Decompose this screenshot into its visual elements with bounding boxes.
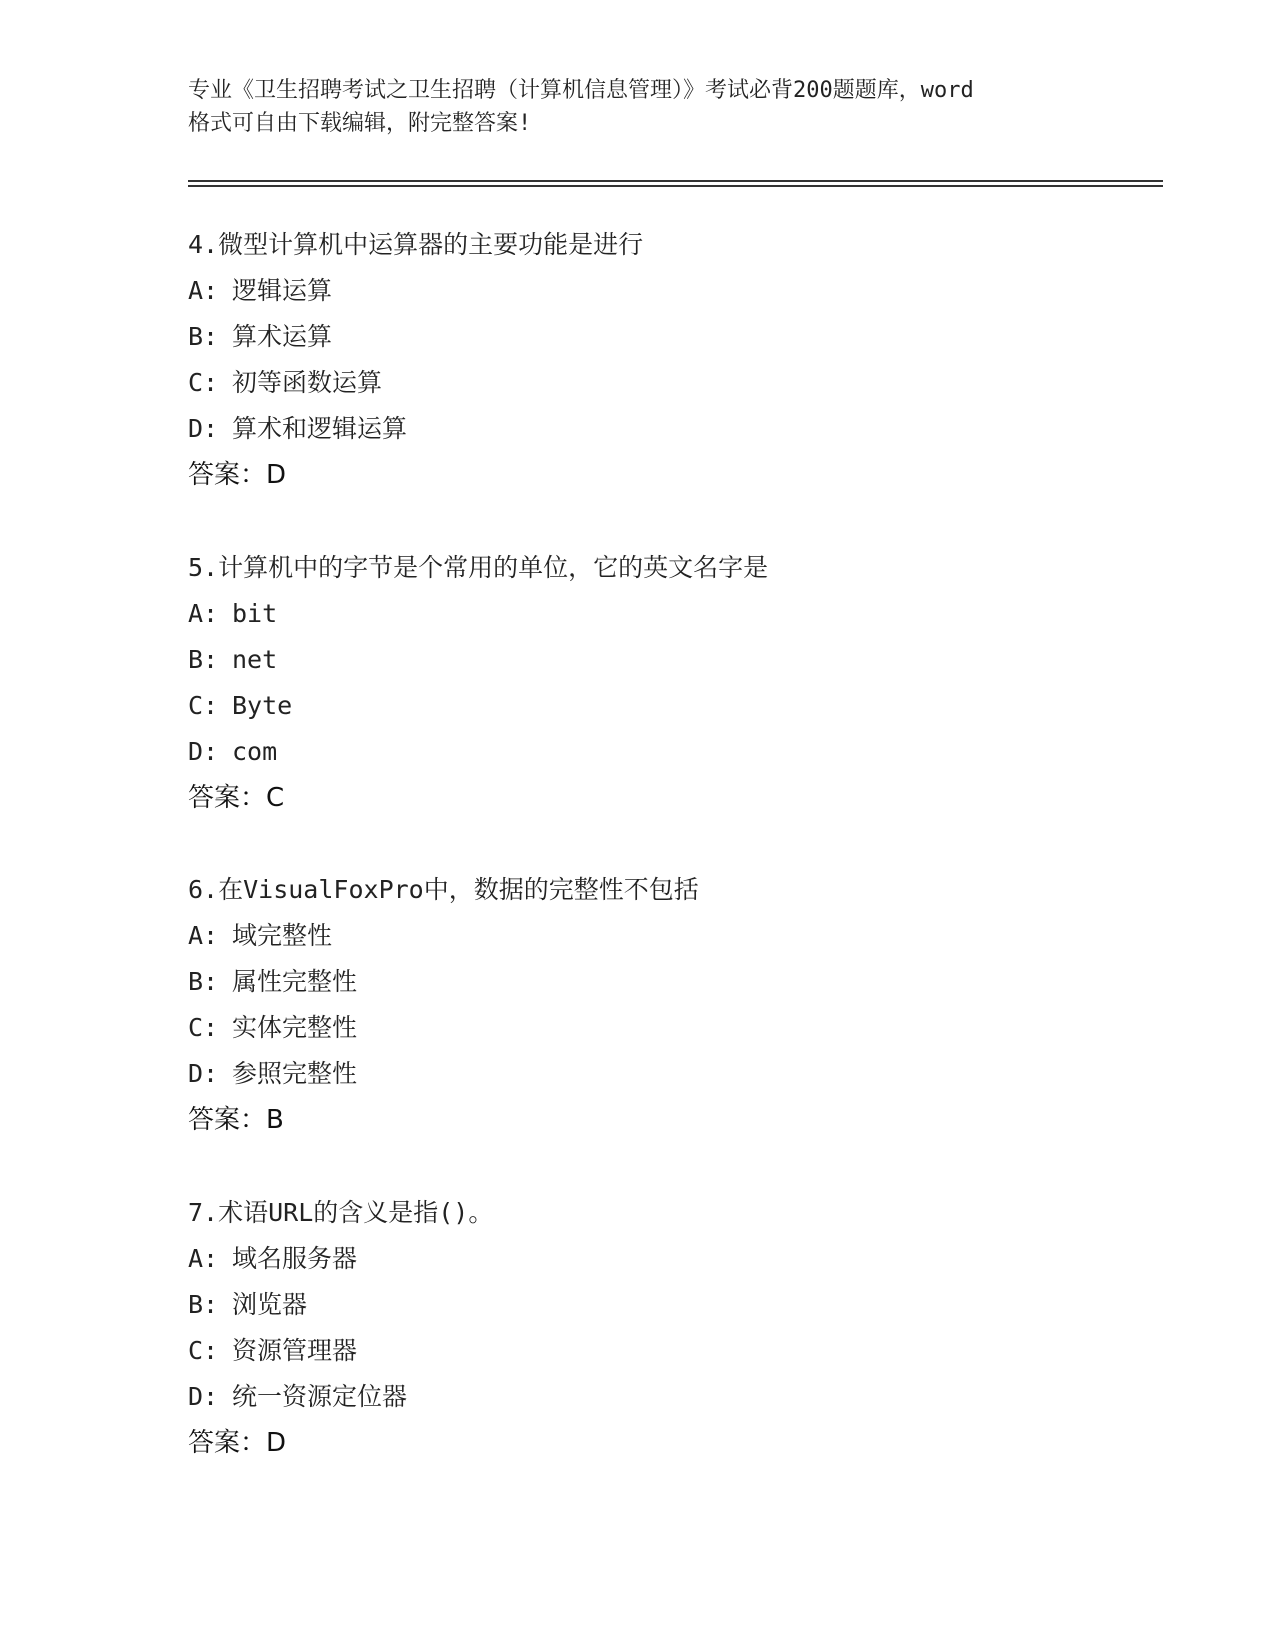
- header-divider-top: [188, 180, 1163, 182]
- option-b: [188, 314, 1138, 360]
- header-divider-bottom: [188, 185, 1163, 187]
- question-block: [188, 867, 1138, 1143]
- option-label: A:: [188, 1244, 219, 1273]
- option-text: 实体完整性: [232, 1013, 358, 1042]
- option-label: C:: [188, 1013, 219, 1042]
- option-a: [188, 268, 1138, 314]
- option-text: 逻辑运算: [232, 276, 333, 305]
- option-d: [188, 406, 1138, 452]
- option-text: 浏览器: [232, 1290, 308, 1319]
- option-d: [188, 1374, 1138, 1420]
- option-text: 统一资源定位器: [232, 1382, 408, 1411]
- option-label: A:: [188, 921, 219, 950]
- document-header: [188, 74, 1088, 140]
- option-label: D:: [188, 414, 219, 443]
- option-label: B:: [188, 645, 219, 674]
- option-text: bit: [232, 599, 278, 628]
- option-label: C:: [188, 1336, 219, 1365]
- option-text: com: [232, 737, 278, 766]
- question-block: [188, 1190, 1138, 1466]
- option-text: 资源管理器: [232, 1336, 358, 1365]
- option-c: [188, 1005, 1138, 1051]
- option-text: 属性完整性: [232, 967, 358, 996]
- option-label: B:: [188, 967, 219, 996]
- option-b: [188, 959, 1138, 1005]
- option-b: [188, 1282, 1138, 1328]
- option-text: 域完整性: [232, 921, 333, 950]
- option-c: [188, 1328, 1138, 1374]
- option-text: 域名服务器: [232, 1244, 358, 1273]
- option-a: [188, 1236, 1138, 1282]
- option-text: Byte: [232, 691, 293, 720]
- option-label: A:: [188, 276, 219, 305]
- option-text: 算术运算: [232, 322, 333, 351]
- option-b: [188, 637, 1138, 683]
- answer-line: 答案：B: [188, 1105, 284, 1135]
- option-text: net: [232, 645, 278, 674]
- option-text: 算术和逻辑运算: [232, 414, 408, 443]
- option-d: [188, 1051, 1138, 1097]
- option-label: D:: [188, 1382, 219, 1411]
- option-label: D:: [188, 737, 219, 766]
- option-label: B:: [188, 1290, 219, 1319]
- answer-line: 答案：D: [188, 460, 287, 490]
- header-line-2: 格式可自由下载编辑，附完整答案!: [188, 111, 532, 136]
- option-text: 参照完整性: [232, 1059, 358, 1088]
- option-label: C:: [188, 691, 219, 720]
- option-label: A:: [188, 599, 219, 628]
- question-stem: 6.在VisualFoxPro中，数据的完整性不包括: [188, 875, 699, 904]
- option-c: [188, 360, 1138, 406]
- option-label: B:: [188, 322, 219, 351]
- answer-line: 答案：D: [188, 1428, 287, 1458]
- answer-line: 答案：C: [188, 783, 285, 813]
- option-label: C:: [188, 368, 219, 397]
- question-block: [188, 222, 1138, 498]
- question-stem: 5.计算机中的字节是个常用的单位，它的英文名字是: [188, 553, 769, 582]
- header-line-1: 专业《卫生招聘考试之卫生招聘（计算机信息管理）》考试必背200题题库，word: [188, 78, 974, 103]
- question-block: [188, 545, 1138, 821]
- option-text: 初等函数运算: [232, 368, 383, 397]
- question-stem: 4.微型计算机中运算器的主要功能是进行: [188, 230, 644, 259]
- option-label: D:: [188, 1059, 219, 1088]
- option-a: [188, 591, 1138, 637]
- option-c: [188, 683, 1138, 729]
- option-a: [188, 913, 1138, 959]
- question-stem: 7.术语URL的含义是指()。: [188, 1198, 494, 1227]
- option-d: [188, 729, 1138, 775]
